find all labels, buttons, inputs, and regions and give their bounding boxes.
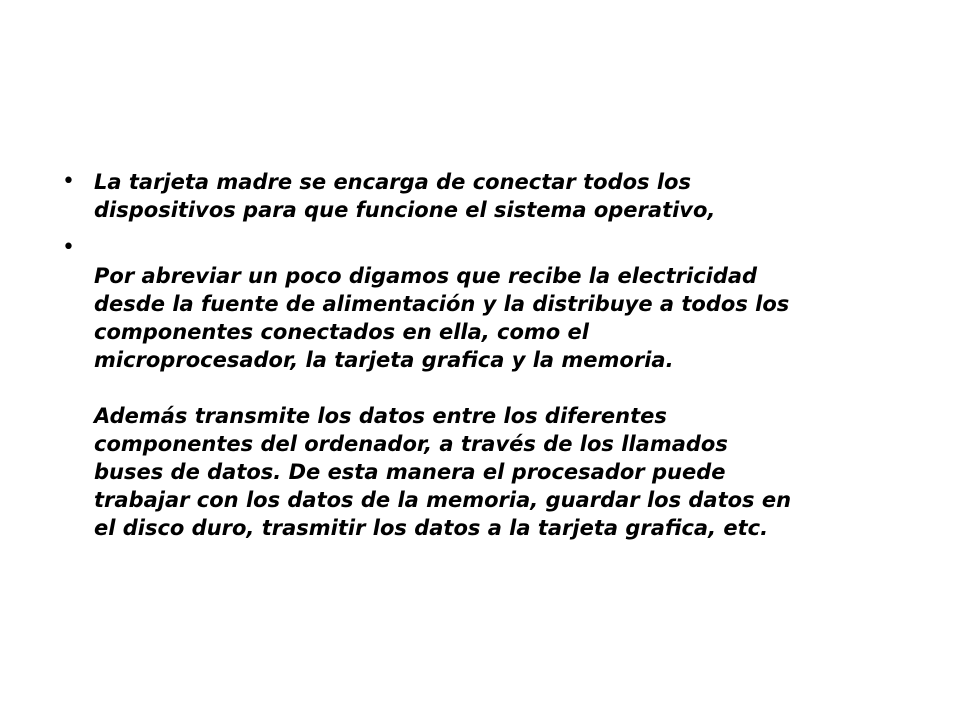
- bullet-item-2: [58, 234, 918, 542]
- slide-body: [58, 168, 918, 552]
- bullet-dot-icon: •: [62, 169, 75, 194]
- bullet-2-paragraph-2: Además transmite los datos entre los diferentes componentes del ordenador, a través de los llamados buses de datos. De esta manera el procesador puede trabajar con los datos de la memoria, guardar los datos en el disco duro, trasmitir los datos a la tarjeta grafica, etc.: [94, 404, 792, 540]
- bullet-2-paragraph-1: Por abreviar un poco digamos que recibe la electricidad desde la fuente de alimentación y la distribuye a todos los componentes conectados en ella, como el microprocesador, la tarjeta grafica y la memoria.: [94, 264, 790, 372]
- paragraph-gap: [94, 374, 918, 402]
- bullet-dot-icon: •: [62, 235, 75, 260]
- bullet-1-text: La tarjeta madre se encarga de conectar todos los dispositivos para que funcione el sistema operativo,: [94, 170, 716, 222]
- bullet-list: [58, 168, 918, 542]
- bullet-item-1: [58, 168, 918, 224]
- blank-line: [94, 234, 918, 262]
